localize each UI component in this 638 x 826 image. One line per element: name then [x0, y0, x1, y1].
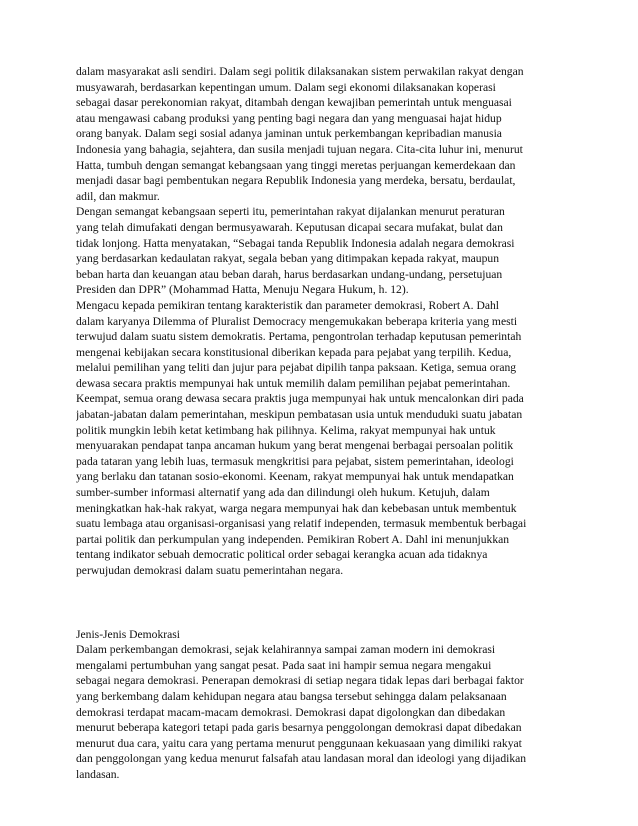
text-line: Presiden dan DPR” (Mohammad Hatta, Menuju Negara Hukum, h. 12).: [76, 283, 409, 297]
text-line: tidak lonjong. Hatta menyatakan, “Sebagai tanda Republik Indonesia adalah negara demokrasi: [76, 236, 515, 250]
text-line: tentang indikator sebuah democratic political order sebagai kerangka acuan ada tidaknya: [76, 548, 488, 562]
text-line: Dalam perkembangan demokrasi, sejak kelahirannya sampai zaman modern ini demokrasi: [76, 643, 496, 657]
text-line: yang telah dimufakati dengan bermusyawarah. Keputusan dicapai secara mufakat, bulat dan: [76, 220, 503, 234]
section-spacer: [76, 579, 576, 627]
text-line: dan penggolongan yang kedua menurut falsafah atau landasan moral dan ideologi yang dijadikan: [76, 752, 527, 766]
text-line: landasan.: [76, 767, 120, 781]
text-line: Dengan semangat kebangsaan seperti itu, pemerintahan rakyat dijalankan menurut peraturan: [76, 205, 505, 219]
text-line: dalam karyanya Dilemma of Pluralist Democracy mengemukakan beberapa kriteria yang mesti: [76, 314, 518, 328]
text-line: partai politik dan perkumpulan yang independen. Pemikiran Robert A. Dahl ini menunjukkan: [76, 532, 510, 546]
text-line: mengenai kebijakan secara konstitusional diberikan kepada para pejabat yang terpilih. Kedua,: [76, 345, 512, 359]
text-line: adil, dan makmur.: [76, 189, 160, 203]
text-line: melalui pemilihan yang teliti dan jujur para pejabat dipilih tanpa paksaan. Ketiga, semua orang: [76, 361, 517, 375]
text-line: pada tataran yang lebih luas, termasuk mengkritisi para pejabat, sistem pemerintahan, ideologi: [76, 454, 514, 468]
text-line: jabatan-jabatan dalam pemerintahan, meskipun pembatasan usia untuk menduduki suatu jabatan: [76, 408, 523, 422]
text-line: sebagai negara demokrasi. Penerapan demokrasi di setiap negara tidak lepas dari berbagai faktor: [76, 674, 524, 688]
text-line: orang banyak. Dalam segi sosial adanya jaminan untuk perkembangan kepribadian manusia: [76, 127, 502, 141]
text-line: demokrasi terdapat macam-macam demokrasi. Demokrasi dapat digolongkan dan dibedakan: [76, 705, 506, 719]
text-line: Mengacu kepada pemikiran tentang karakteristik dan parameter demokrasi, Robert A. Dahl: [76, 298, 500, 312]
text-line: dewasa secara praktis mempunyai hak untuk memilih dalam pemilihan pejabat pemerintahan.: [76, 376, 511, 390]
section-title: Jenis-Jenis Demokrasi: [76, 627, 181, 641]
text-line: menjadi dasar bagi pembentukan negara Republik Indonesia yang merdeka, bersatu, berdaulat,: [76, 174, 516, 188]
text-line: yang berkembang dalam kehidupan negara atau bangsa tersebut sehingga dalam pelaksanaan: [76, 689, 507, 703]
text-line: meningkatkan hak-hak rakyat, warga negara mempunyai hak dan kebebasan untuk membentuk: [76, 501, 517, 515]
text-line: sumber-sumber informasi alternatif yang ada dan dilindungi oleh hukum. Ketujuh, dalam: [76, 486, 490, 500]
text-line: beban harta dan keuangan atau beban darah, harus berdasarkan undang-undang, persetujuan: [76, 267, 503, 281]
text-line: suatu lembaga atau organisasi-organisasi yang relatif independen, termasuk membentuk berbagai: [76, 517, 527, 531]
text-line: Indonesia yang bahagia, sejahtera, dan susila menjadi tujuan negara. Cita-cita luhur ini, menurut: [76, 142, 523, 156]
document-page: [76, 64, 576, 783]
text-line: sebagai dasar perekonomian rakyat, ditambah dengan kewajiban pemerintah untuk menguasai: [76, 96, 512, 110]
text-line: menyuarakan pendapat tanpa ancaman hukum yang berat mengenai berbagai persoalan politik: [76, 439, 514, 453]
text-line: musyawarah, berdasarkan kepentingan umum. Dalam segi ekonomi dilaksanakan koperasi: [76, 80, 496, 94]
text-line: menurut dua cara, yaitu cara yang pertama menurut penggunaan kekuasaan yang dimiliki rakyat: [76, 736, 522, 750]
text-line: dalam masyarakat asli sendiri. Dalam segi politik dilaksanakan sistem perwakilan rakyat dengan: [76, 65, 524, 78]
text-line: yang berlaku dan tatanan sosio-ekonomi. Keenam, rakyat mempunyai hak untuk mendapatkan: [76, 470, 514, 484]
text-line: Hatta, tumbuh dengan semangat kebangsaan yang tinggi meretas perjuangan kemerdekaan dan: [76, 158, 516, 172]
text-line: menurut beberapa kategori tetapi pada garis besarnya penggolongan demokrasi dapat dibedakan: [76, 721, 522, 735]
text-line: politik mungkin lebih ketat ketimbang hak pilihnya. Kelima, rakyat mempunyai hak untuk: [76, 423, 496, 437]
text-line: Keempat, semua orang dewasa secara praktis juga mempunyai hak untuk mencalonkan diri pada: [76, 392, 524, 406]
paragraph-block-2: [76, 642, 576, 782]
text-line: yang berdasarkan kedaulatan rakyat, segala beban yang ditimpakan kepada rakyat, maupun: [76, 252, 499, 266]
text-line: perwujudan demokrasi dalam suatu pemerintahan negara.: [76, 564, 344, 577]
text-line: terwujud dalam suatu sistem demokratis. Pertama, pengontrolan terhadap keputusan pemerintah: [76, 330, 522, 344]
text-line: mengalami pertumbuhan yang sangat pesat. Pada saat ini hampir semua negara mengakui: [76, 658, 492, 672]
paragraph-block-1: [76, 64, 576, 579]
text-line: atau mengawasi cabang produksi yang penting bagi negara dan yang menguasai hajat hidup: [76, 111, 502, 125]
